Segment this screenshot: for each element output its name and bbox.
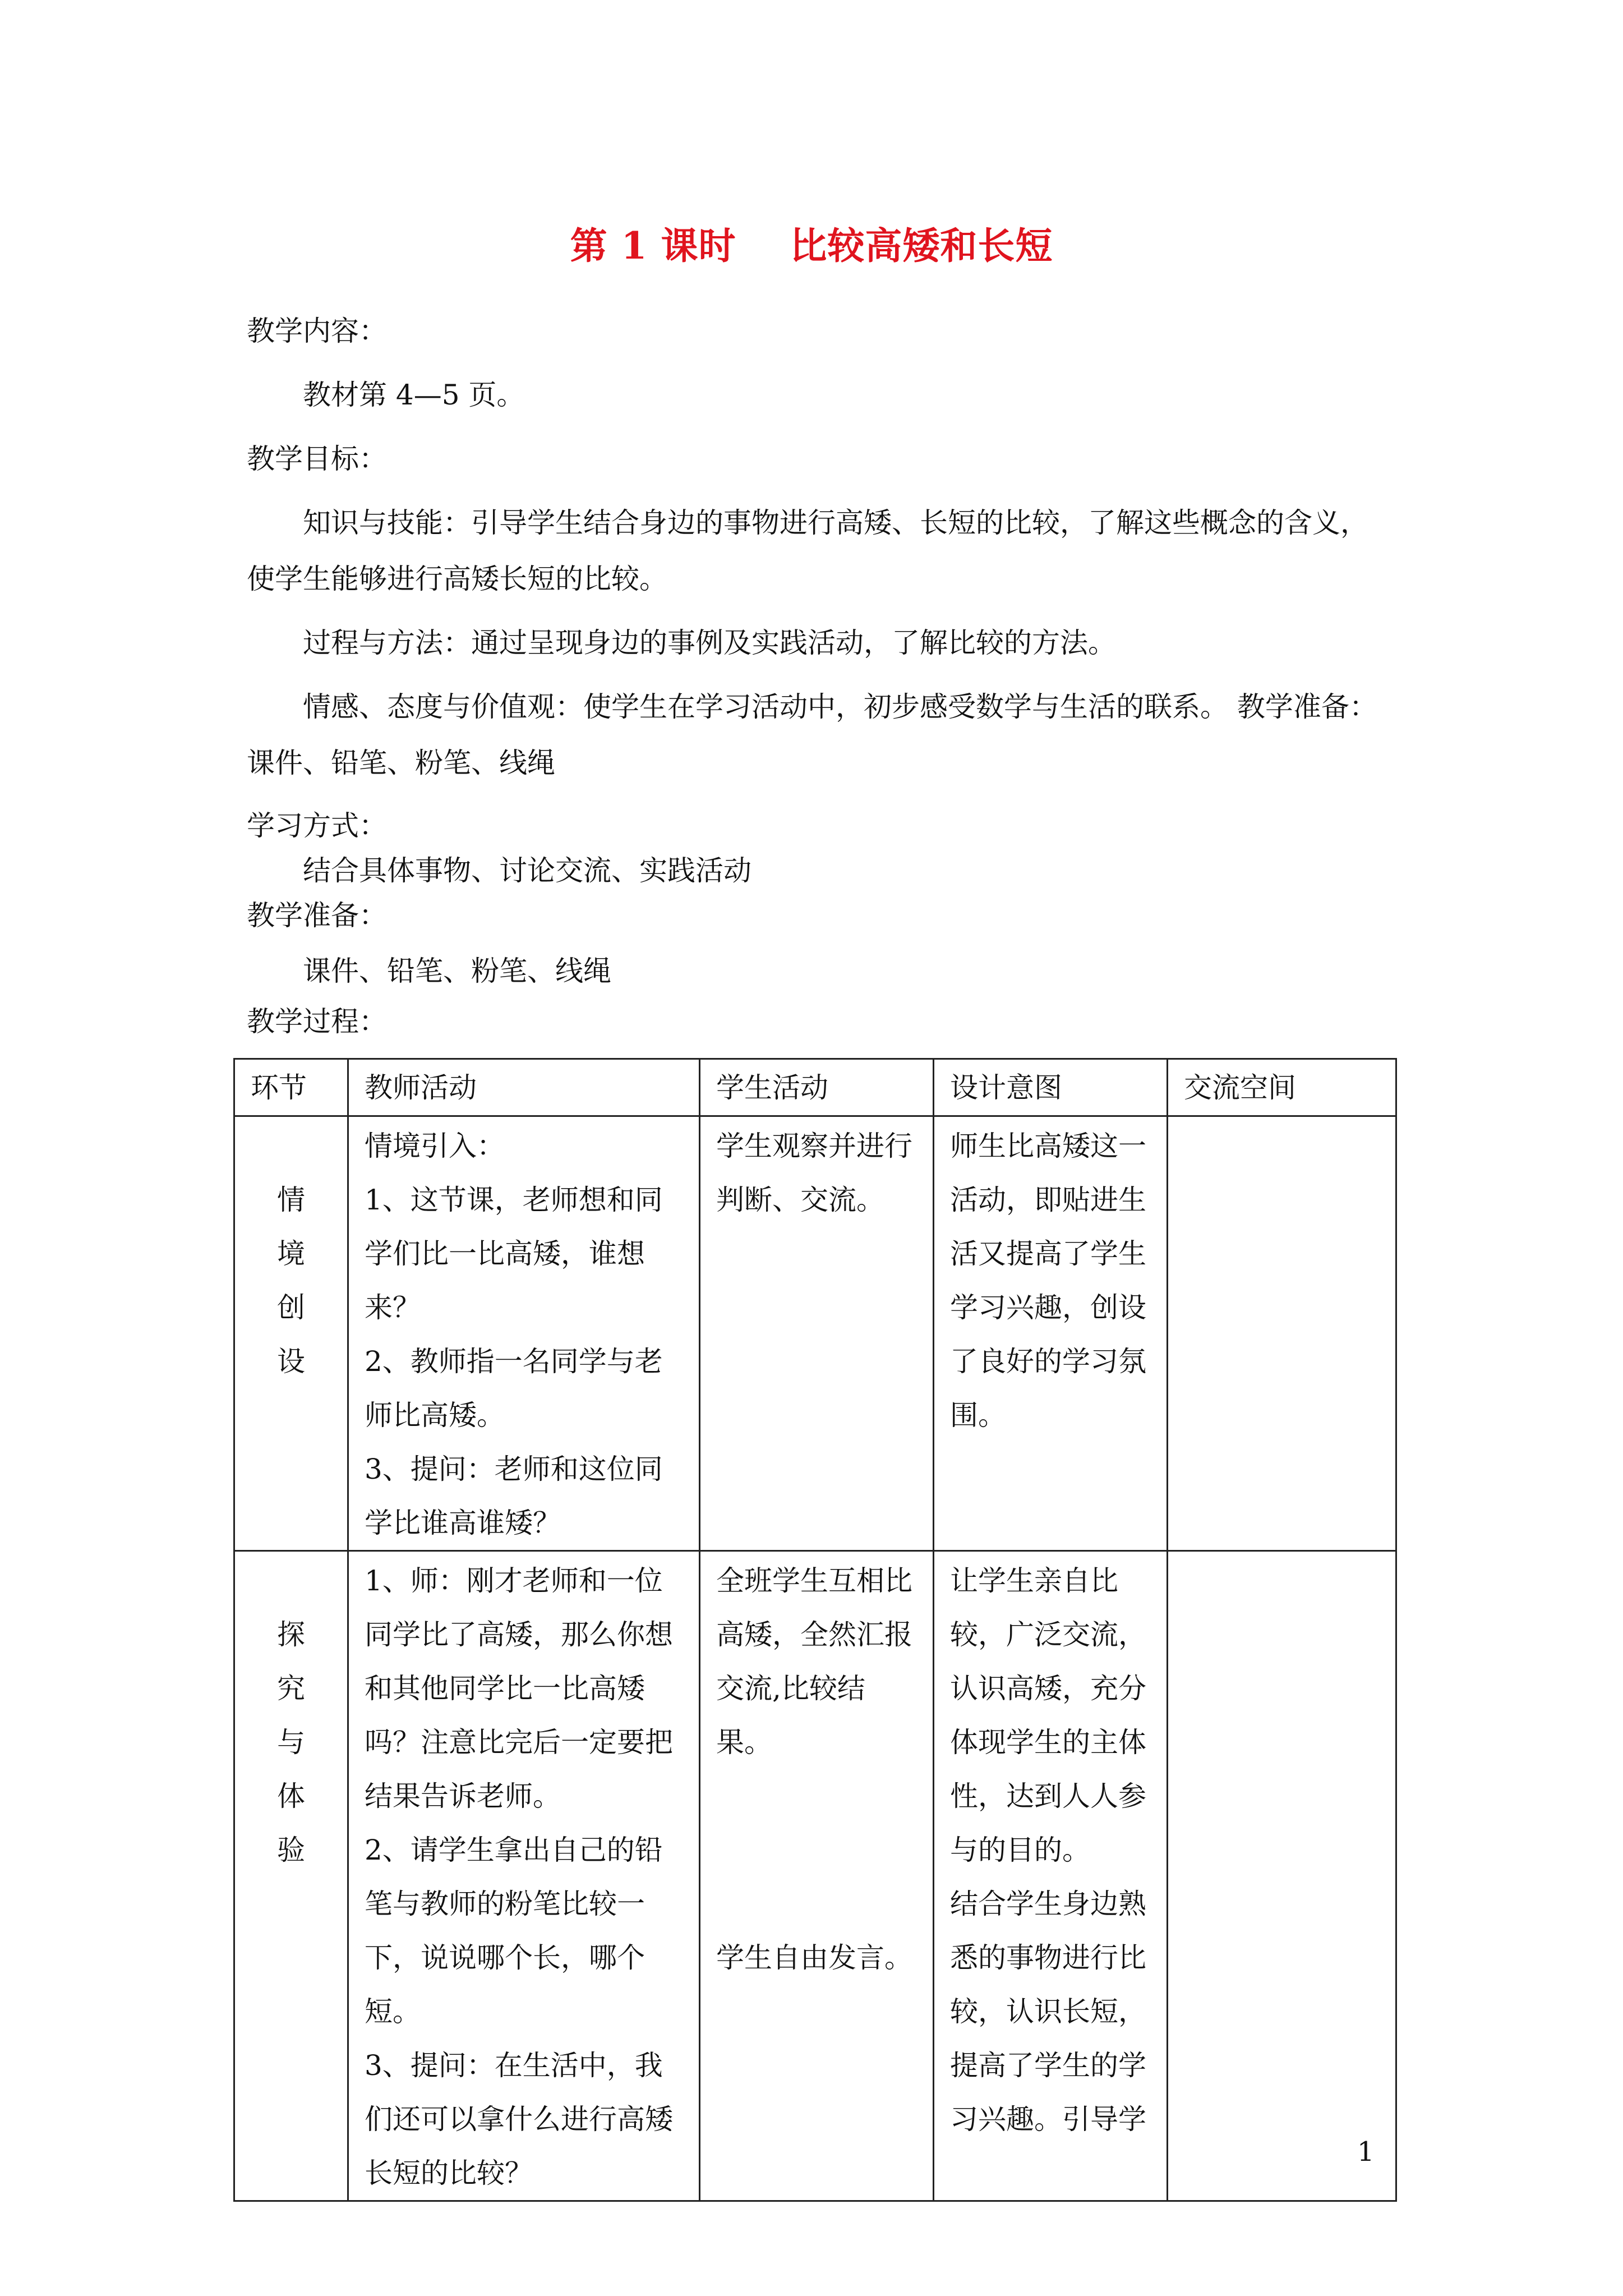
header-space: 交流空间: [1168, 1059, 1396, 1116]
design-step: 让学生亲自比较，广泛交流，认识高矮，充分体现学生的主体性，达到人人参与的目的。: [950, 1565, 1146, 1866]
stage-char: 境: [277, 1237, 305, 1270]
lesson-title: 第 1 课时 比较高矮和长短: [570, 224, 1053, 268]
student-step: 全班学生互相比高矮，全然汇报交流,比较结果。: [716, 1565, 912, 1759]
stage-cell: [234, 1551, 348, 2201]
study-label: 学习方式：: [247, 809, 387, 842]
prep-text: 课件、铅笔、粉笔、线绳: [303, 955, 611, 987]
header-stage: 环节: [234, 1059, 348, 1116]
goal-method: 过程与方法：通过呈现身边的事例及实践活动，了解比较的方法。: [303, 627, 1116, 659]
stage-char: 设: [277, 1345, 305, 1378]
table-row: [234, 1551, 1396, 2201]
header-student: 学生活动: [700, 1059, 934, 1116]
student-activity-cell: [700, 1551, 934, 2201]
discussion-space-cell: [1168, 1551, 1396, 2201]
teacher-step: 2、教师指一名同学与老师比高矮。: [365, 1345, 663, 1432]
prep-label: 教学准备：: [247, 899, 387, 932]
stage-char: 验: [277, 1834, 305, 1866]
table-header-row: [234, 1059, 1396, 1116]
lesson-process-table: [233, 1058, 1397, 2202]
stage-char: 创: [277, 1291, 305, 1324]
teacher-step: 2、请学生拿出自己的铅笔与教师的粉笔比较一下，说说哪个长，哪个短。: [365, 1834, 663, 2028]
table-row: [234, 1116, 1396, 1551]
student-activity-cell: 学生观察并进行判断、交流。: [700, 1116, 934, 1551]
stage-char: 探: [277, 1618, 305, 1651]
teacher-step: 情境引入：: [365, 1130, 505, 1162]
design-intent-cell: 师生比高矮这一活动，即贴进生活又提高了学生学习兴趣，创设了良好的学习氛围。: [934, 1116, 1168, 1551]
content-label: 教学内容：: [247, 315, 387, 347]
stage-char: 与: [277, 1726, 305, 1759]
stage-char: 体: [277, 1780, 305, 1812]
page-number: 1: [1357, 2136, 1375, 2168]
stage-char: 究: [277, 1672, 305, 1705]
process-label: 教学过程：: [247, 1005, 387, 1038]
design-intent-cell: [934, 1551, 1168, 2201]
teacher-step: 3、提问：老师和这位同学比谁高谁矮？: [365, 1453, 663, 1539]
teacher-activity-cell: [348, 1116, 700, 1551]
teacher-step: 1、师：刚才老师和一位同学比了高矮，那么你想和其他同学比一比高矮吗？注意比完后一定要把结果告诉老师。: [365, 1565, 673, 1812]
student-step: 学生自由发言。: [716, 1941, 912, 1974]
study-text: 结合具体事物、讨论交流、实践活动: [303, 854, 751, 887]
teacher-step: 1、这节课，老师想和同学们比一比高矮，谁想来？: [365, 1184, 663, 1324]
stage-char: 情: [277, 1184, 305, 1216]
stage-cell: [234, 1116, 348, 1551]
goal-emotion: 情感、态度与价值观：使学生在学习活动中，初步感受数学与生活的联系。 教学准备：课件、铅笔、粉笔、线绳: [247, 691, 1377, 779]
content-text: 教材第 4—5 页。: [303, 379, 525, 411]
design-step: 结合学生身边熟悉的事物进行比较，认识长短，提高了学生的学习兴趣。引导学: [950, 1888, 1146, 2136]
goals-label: 教学目标：: [247, 443, 387, 475]
header-teacher: 教师活动: [348, 1059, 700, 1116]
discussion-space-cell: [1168, 1116, 1396, 1551]
teacher-activity-cell: [348, 1551, 700, 2201]
goal-knowledge: 知识与技能：引导学生结合身边的事物进行高矮、长短的比较，了解这些概念的含义，使学生能够进行高矮长短的比较。: [247, 507, 1368, 595]
header-design: 设计意图: [934, 1059, 1168, 1116]
teacher-step: 3、提问：在生活中，我们还可以拿什么进行高矮长短的比较？: [365, 2049, 673, 2189]
lesson-body: [247, 303, 1391, 1047]
